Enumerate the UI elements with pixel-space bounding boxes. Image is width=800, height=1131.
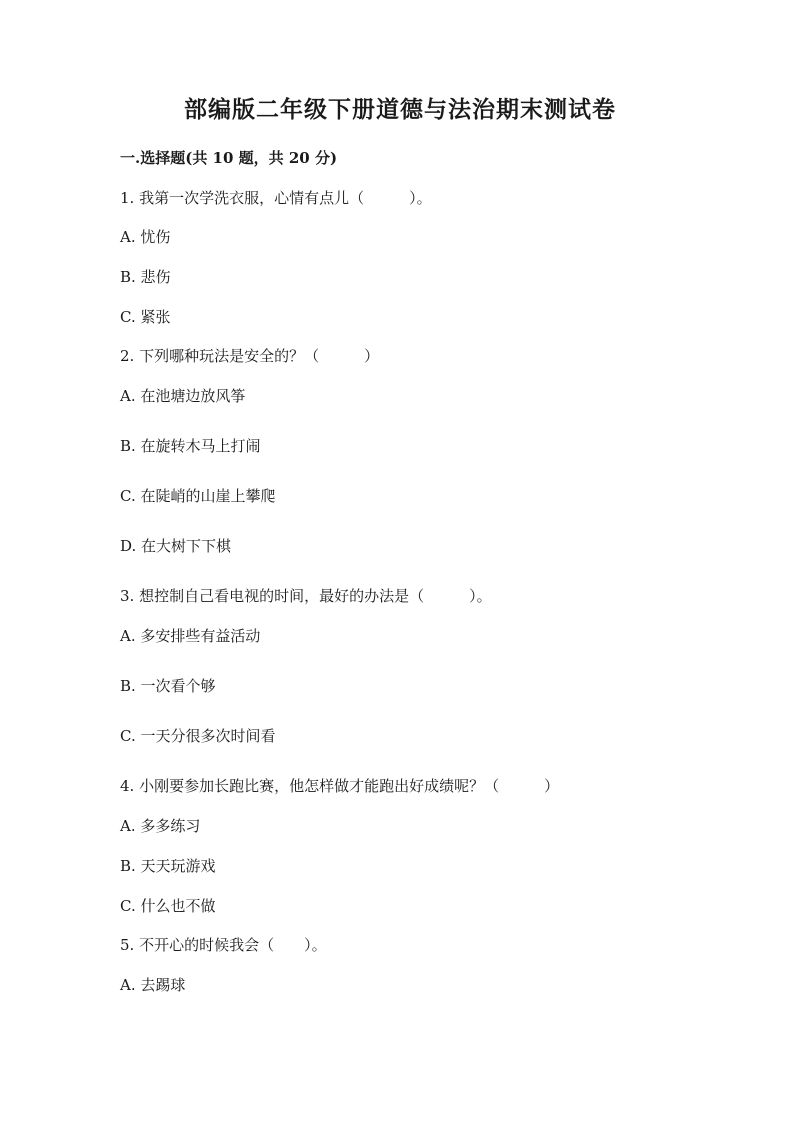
question-1-option-b: B. 悲伤 [120, 268, 171, 286]
question-3-option-b: B. 一次看个够 [120, 677, 216, 695]
question-2-option-c: C. 在陡峭的山崖上攀爬 [120, 487, 276, 505]
question-1-option-a: A. 忧伤 [120, 228, 171, 246]
section-heading: 一.选择题(共 10 题，共 20 分) [120, 149, 338, 167]
question-4-option-c: C. 什么也不做 [120, 897, 216, 915]
question-stem-4: 4. 小刚要参加长跑比赛，他怎样做才能跑出好成绩呢？（ ） [120, 777, 560, 795]
question-3-option-a: A. 多安排些有益活动 [120, 627, 261, 645]
question-stem-2: 2. 下列哪种玩法是安全的？（ ） [120, 347, 380, 365]
question-stem-5: 5. 不开心的时候我会（ ）。 [120, 936, 327, 954]
question-stem-1: 1. 我第一次学洗衣服，心情有点儿（ ）。 [120, 189, 432, 207]
question-stem-3: 3. 想控制自己看电视的时间，最好的办法是（ ）。 [120, 587, 492, 605]
question-4-option-b: B. 天天玩游戏 [120, 857, 216, 875]
question-2-option-a: A. 在池塘边放风筝 [120, 387, 246, 405]
question-2-option-d: D. 在大树下下棋 [120, 537, 232, 555]
page-title: 部编版二年级下册道德与法治期末测试卷 [184, 96, 616, 123]
question-4-option-a: A. 多多练习 [120, 817, 201, 835]
question-5-option-a: A. 去踢球 [120, 976, 186, 994]
question-2-option-b: B. 在旋转木马上打闹 [120, 437, 261, 455]
question-1-option-c: C. 紧张 [120, 308, 171, 326]
question-3-option-c: C. 一天分很多次时间看 [120, 727, 276, 745]
